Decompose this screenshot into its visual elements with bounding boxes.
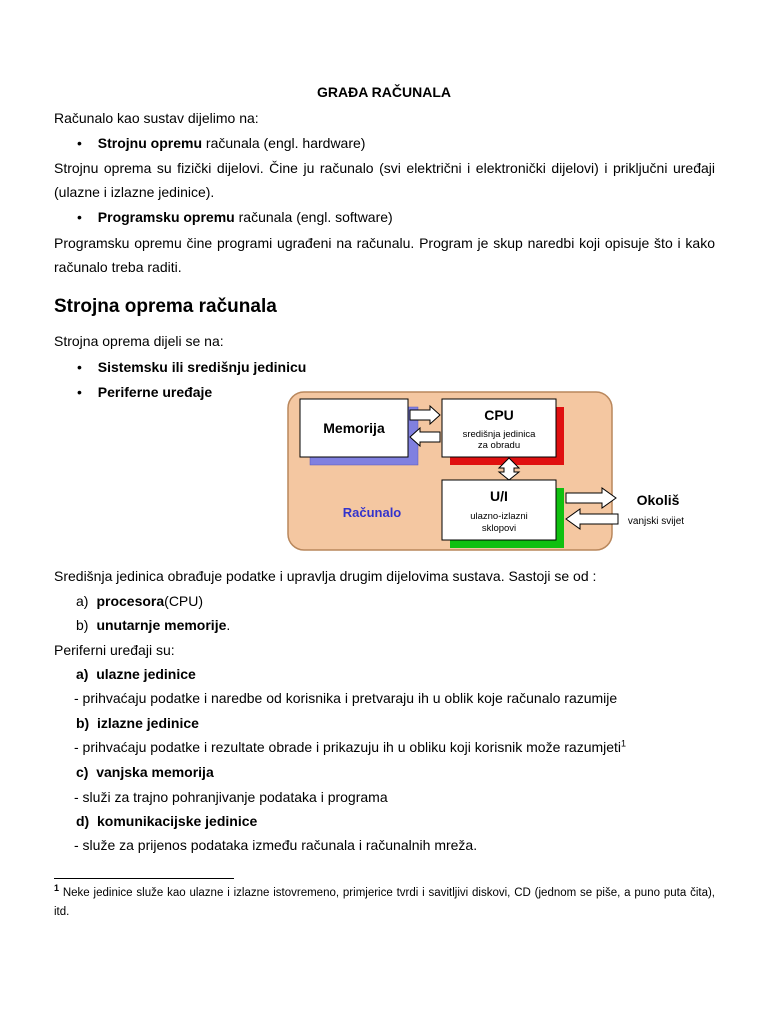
section-intro: Strojna oprema dijeli se na: [54,333,224,349]
io-subtitle-2: sklopovi [481,523,517,534]
computer-label: Računalo [342,505,402,520]
central-item-bold: unutarnje memorije [96,617,227,633]
bullet-dot-icon: • [77,135,82,151]
bullet-central-unit-label: Sistemsku ili središnju jedinicu [97,359,307,375]
peripheral-desc-b: - prihvaćaju podatke i rezultate obrade i prikazuju ih u obliku koji korisnik može razumjeti [74,739,622,755]
intro-text: Računalo kao sustav dijelimo na: [54,110,259,126]
central-item-bold: procesora [96,593,165,609]
peripheral-desc-a: - prihvaćaju podatke i naredbe od korisnika i pretvaraju ih u oblik koje računalo razumije [74,690,618,706]
cpu-subtitle-2: za obradu [477,440,521,451]
footnote [54,884,715,922]
central-item-rest: (CPU) [164,593,204,609]
peripheral-desc-d: - služe za prijenos podataka između računala i računalnih mreža. [74,837,478,853]
peripheral-label-d: d) komunikacijske jedinice [76,813,258,829]
bullet-central-unit [77,359,306,375]
bullet-dot-icon: • [77,384,82,400]
bullet-software [77,209,393,225]
peripheral-desc-b-wrap [74,739,626,755]
central-item-rest: . [226,617,231,633]
cpu-title: CPU [484,407,514,423]
peripheral-text: Periferni uređaji su: [54,642,175,658]
footnote-text: Neke jedinice služe kao ulazne i izlazne istovremeno, primjerice tvrdi i savitljivi diskovi, CD (jednom se piše, a puno puta čita), itd. [54,887,715,918]
footnote-ref[interactable]: 1 [621,738,627,749]
bullet-dot-icon: • [77,209,82,225]
peripheral-label-a: a) ulazne jedinice [76,666,196,682]
page-title: GRAĐA RAČUNALA [316,84,452,100]
hardware-paragraph: Strojnu oprema su fizički dijelovi. Čine ju računalo (svi električni i elektronički dijelovi) i priključni uređaji (ulazne i izlazne jedinice). [54,160,715,200]
env-label: Okoliš [636,492,680,508]
bullet-hardware [77,135,365,151]
peripheral-desc-c: - služi za trajno pohranjivanje podataka i programa [74,789,388,805]
env-sublabel: vanjski svijet [627,516,685,527]
cpu-subtitle-1: središnja jedinica [462,429,536,440]
io-title: U/I [490,488,508,504]
bullet-software-rest: računala (engl. software) [234,209,393,225]
central-item-marker: b) [76,617,89,633]
section-heading: Strojna oprema računala [54,296,277,317]
peripheral-label-b: b) izlazne jedinice [76,715,199,731]
computer-diagram [284,386,704,556]
central-unit-text: Središnja jedinica obrađuje podatke i upravlja drugim dijelovima sustava. Sastoji se od : [54,568,597,584]
bullet-peripheral-label: Periferne uređaje [97,384,213,400]
central-item-a [76,593,203,609]
bullet-peripheral [77,384,212,400]
peripheral-label-c: c) vanjska memorija [76,764,214,780]
bullet-dot-icon: • [77,359,82,375]
footnote-marker: 1 [54,883,60,894]
software-paragraph: Programsku opremu čine programi ugrađeni na računalu. Program je skup naredbi koji opisuje što i kako računalo treba raditi. [54,235,715,275]
bullet-software-bold: Programsku opremu [97,209,235,225]
bullet-hardware-bold: Strojnu opremu [97,135,203,151]
central-item-b [76,617,230,633]
memory-label: Memorija [323,420,385,436]
io-subtitle-1: ulazno-izlazni [470,511,528,522]
bullet-hardware-rest: računala (engl. hardware) [202,135,366,151]
central-item-marker: a) [76,593,89,609]
footnote-separator [54,878,234,879]
